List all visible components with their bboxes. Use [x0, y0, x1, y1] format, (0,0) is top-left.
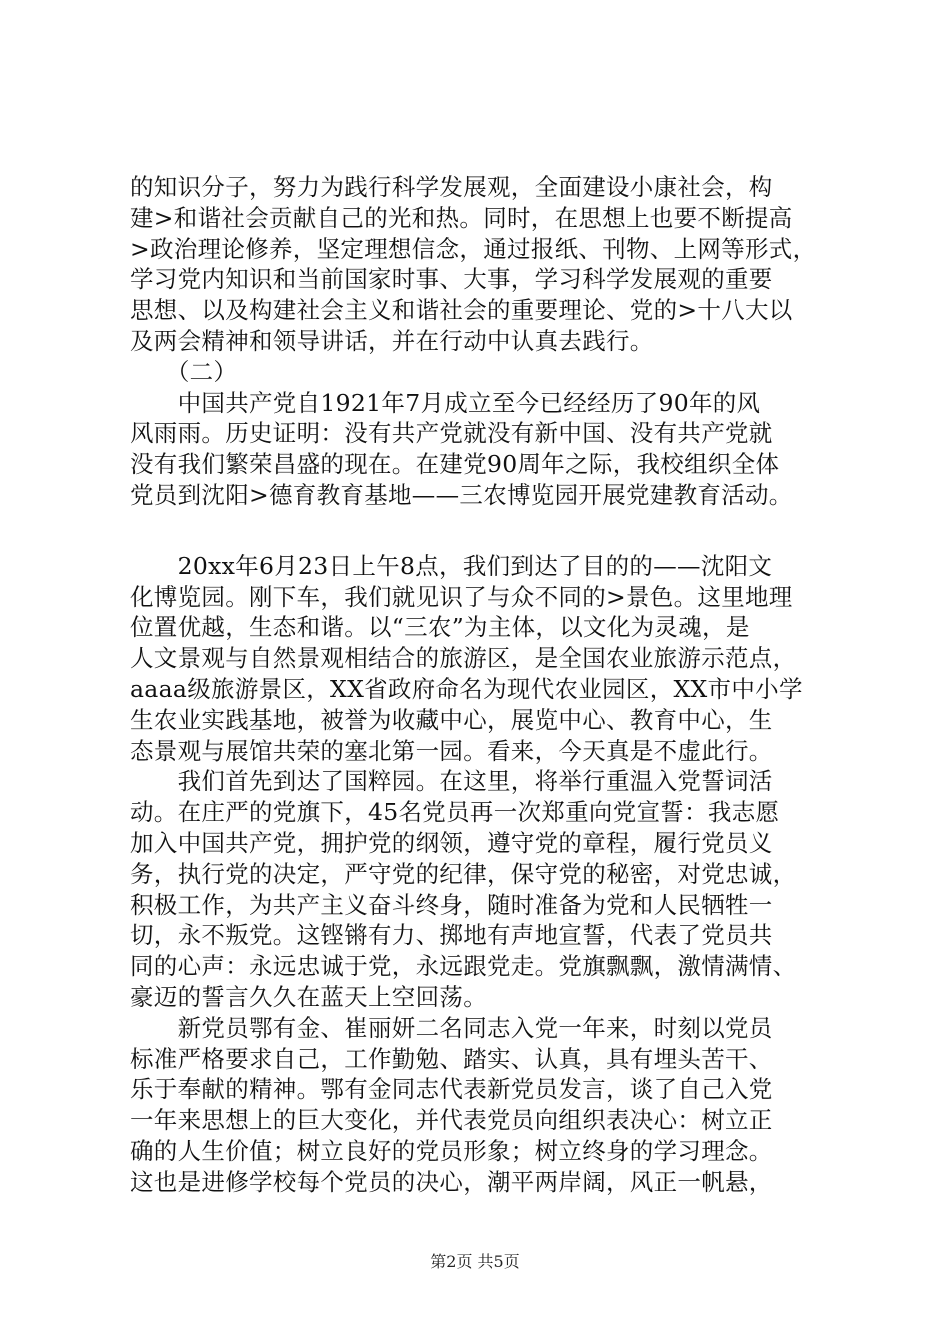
text-line: 务，执行党的决定，严守党的纪律，保守党的秘密，对党忠诚， — [130, 859, 797, 888]
text-line: 生农业实践基地，被誉为收藏中心，展览中心、教育中心，生 — [130, 705, 773, 734]
text-line: 态景观与展馆共荣的塞北第一园。看来，今天真是不虚此行。 — [130, 736, 773, 765]
text-line: >政治理论修养，坚定理想信念，通过报纸、刊物、上网等形式， — [130, 234, 817, 263]
blank-line — [130, 511, 830, 551]
text-line: 这也是进修学校每个党员的决心，潮平两岸阔，风正一帆悬， — [130, 1167, 773, 1196]
text-line: 人文景观与自然景观相结合的旅游区，是全国农业旅游示范点， — [130, 644, 797, 673]
text-line: 党员到沈阳>德育教育基地——三农博览园开展党建教育活动。 — [130, 480, 793, 509]
document-body — [130, 172, 830, 1198]
text-line: aaaa级旅游景区，XX省政府命名为现代农业园区，XX市中小学 — [130, 674, 803, 703]
text-line: 中国共产党自1921年7月成立至今已经经历了90年的风 — [130, 388, 761, 417]
text-line: 位置优越，生态和谐。以“三农”为主体，以文化为灵魂，是 — [130, 613, 750, 642]
section-heading: （二） — [130, 357, 238, 386]
text-line: 没有我们繁荣昌盛的现在。在建党90周年之际，我校组织全体 — [130, 450, 780, 479]
text-line: 加入中国共产党，拥护党的纲领，遵守党的章程，履行党员义 — [130, 828, 773, 857]
text-line: 我们首先到达了国粹园。在这里，将举行重温入党誓词活 — [130, 767, 773, 796]
text-line: 的知识分子，努力为践行科学发展观，全面建设小康社会，构 — [130, 173, 773, 201]
text-line: 同的心声：永远忠诚于党，永远跟党走。党旗飘飘，激情满情、 — [130, 952, 797, 981]
text-line: 学习党内知识和当前国家时事、大事，学习科学发展观的重要 — [130, 265, 773, 294]
text-line: 风雨雨。历史证明：没有共产党就没有新中国、没有共产党就 — [130, 419, 773, 448]
text-line: 动。在庄严的党旗下，45名党员再一次郑重向党宣誓：我志愿 — [130, 798, 780, 827]
text-line: 确的人生价值；树立良好的党员形象；树立终身的学习理念。 — [130, 1136, 773, 1165]
text-line: 新党员鄂有金、崔丽妍二名同志入党一年来，时刻以党员 — [130, 1013, 773, 1042]
text-line: 建>和谐社会贡献自己的光和热。同时，在思想上也要不断提高 — [130, 203, 793, 232]
text-line: 豪迈的誓言久久在蓝天上空回荡。 — [130, 982, 487, 1011]
text-line: 切，永不叛党。这铿锵有力、掷地有声地宣誓，代表了党员共 — [130, 921, 773, 950]
text-line: 20xx年6月23日上午8点，我们到达了目的的——沈阳文 — [130, 551, 773, 580]
text-line: 一年来思想上的巨大变化，并代表党员向组织表决心：树立正 — [130, 1106, 773, 1135]
text-line: 标准严格要求自己，工作勤勉、踏实、认真，具有埋头苦干、 — [130, 1044, 773, 1073]
text-line: 积极工作，为共产主义奋斗终身，随时准备为党和人民牺牲一 — [130, 890, 773, 919]
text-line: 及两会精神和领导讲话，并在行动中认真去践行。 — [130, 326, 654, 355]
text-line: 思想、以及构建社会主义和谐社会的重要理论、党的>十八大以 — [130, 296, 793, 325]
text-line: 乐于奉献的精神。鄂有金同志代表新党员发言，谈了自己入党 — [130, 1075, 773, 1104]
text-line: 化博览园。刚下车，我们就见识了与众不同的>景色。这里地理 — [130, 582, 793, 611]
page-number-footer: 第2页 共5页 — [430, 1252, 520, 1271]
